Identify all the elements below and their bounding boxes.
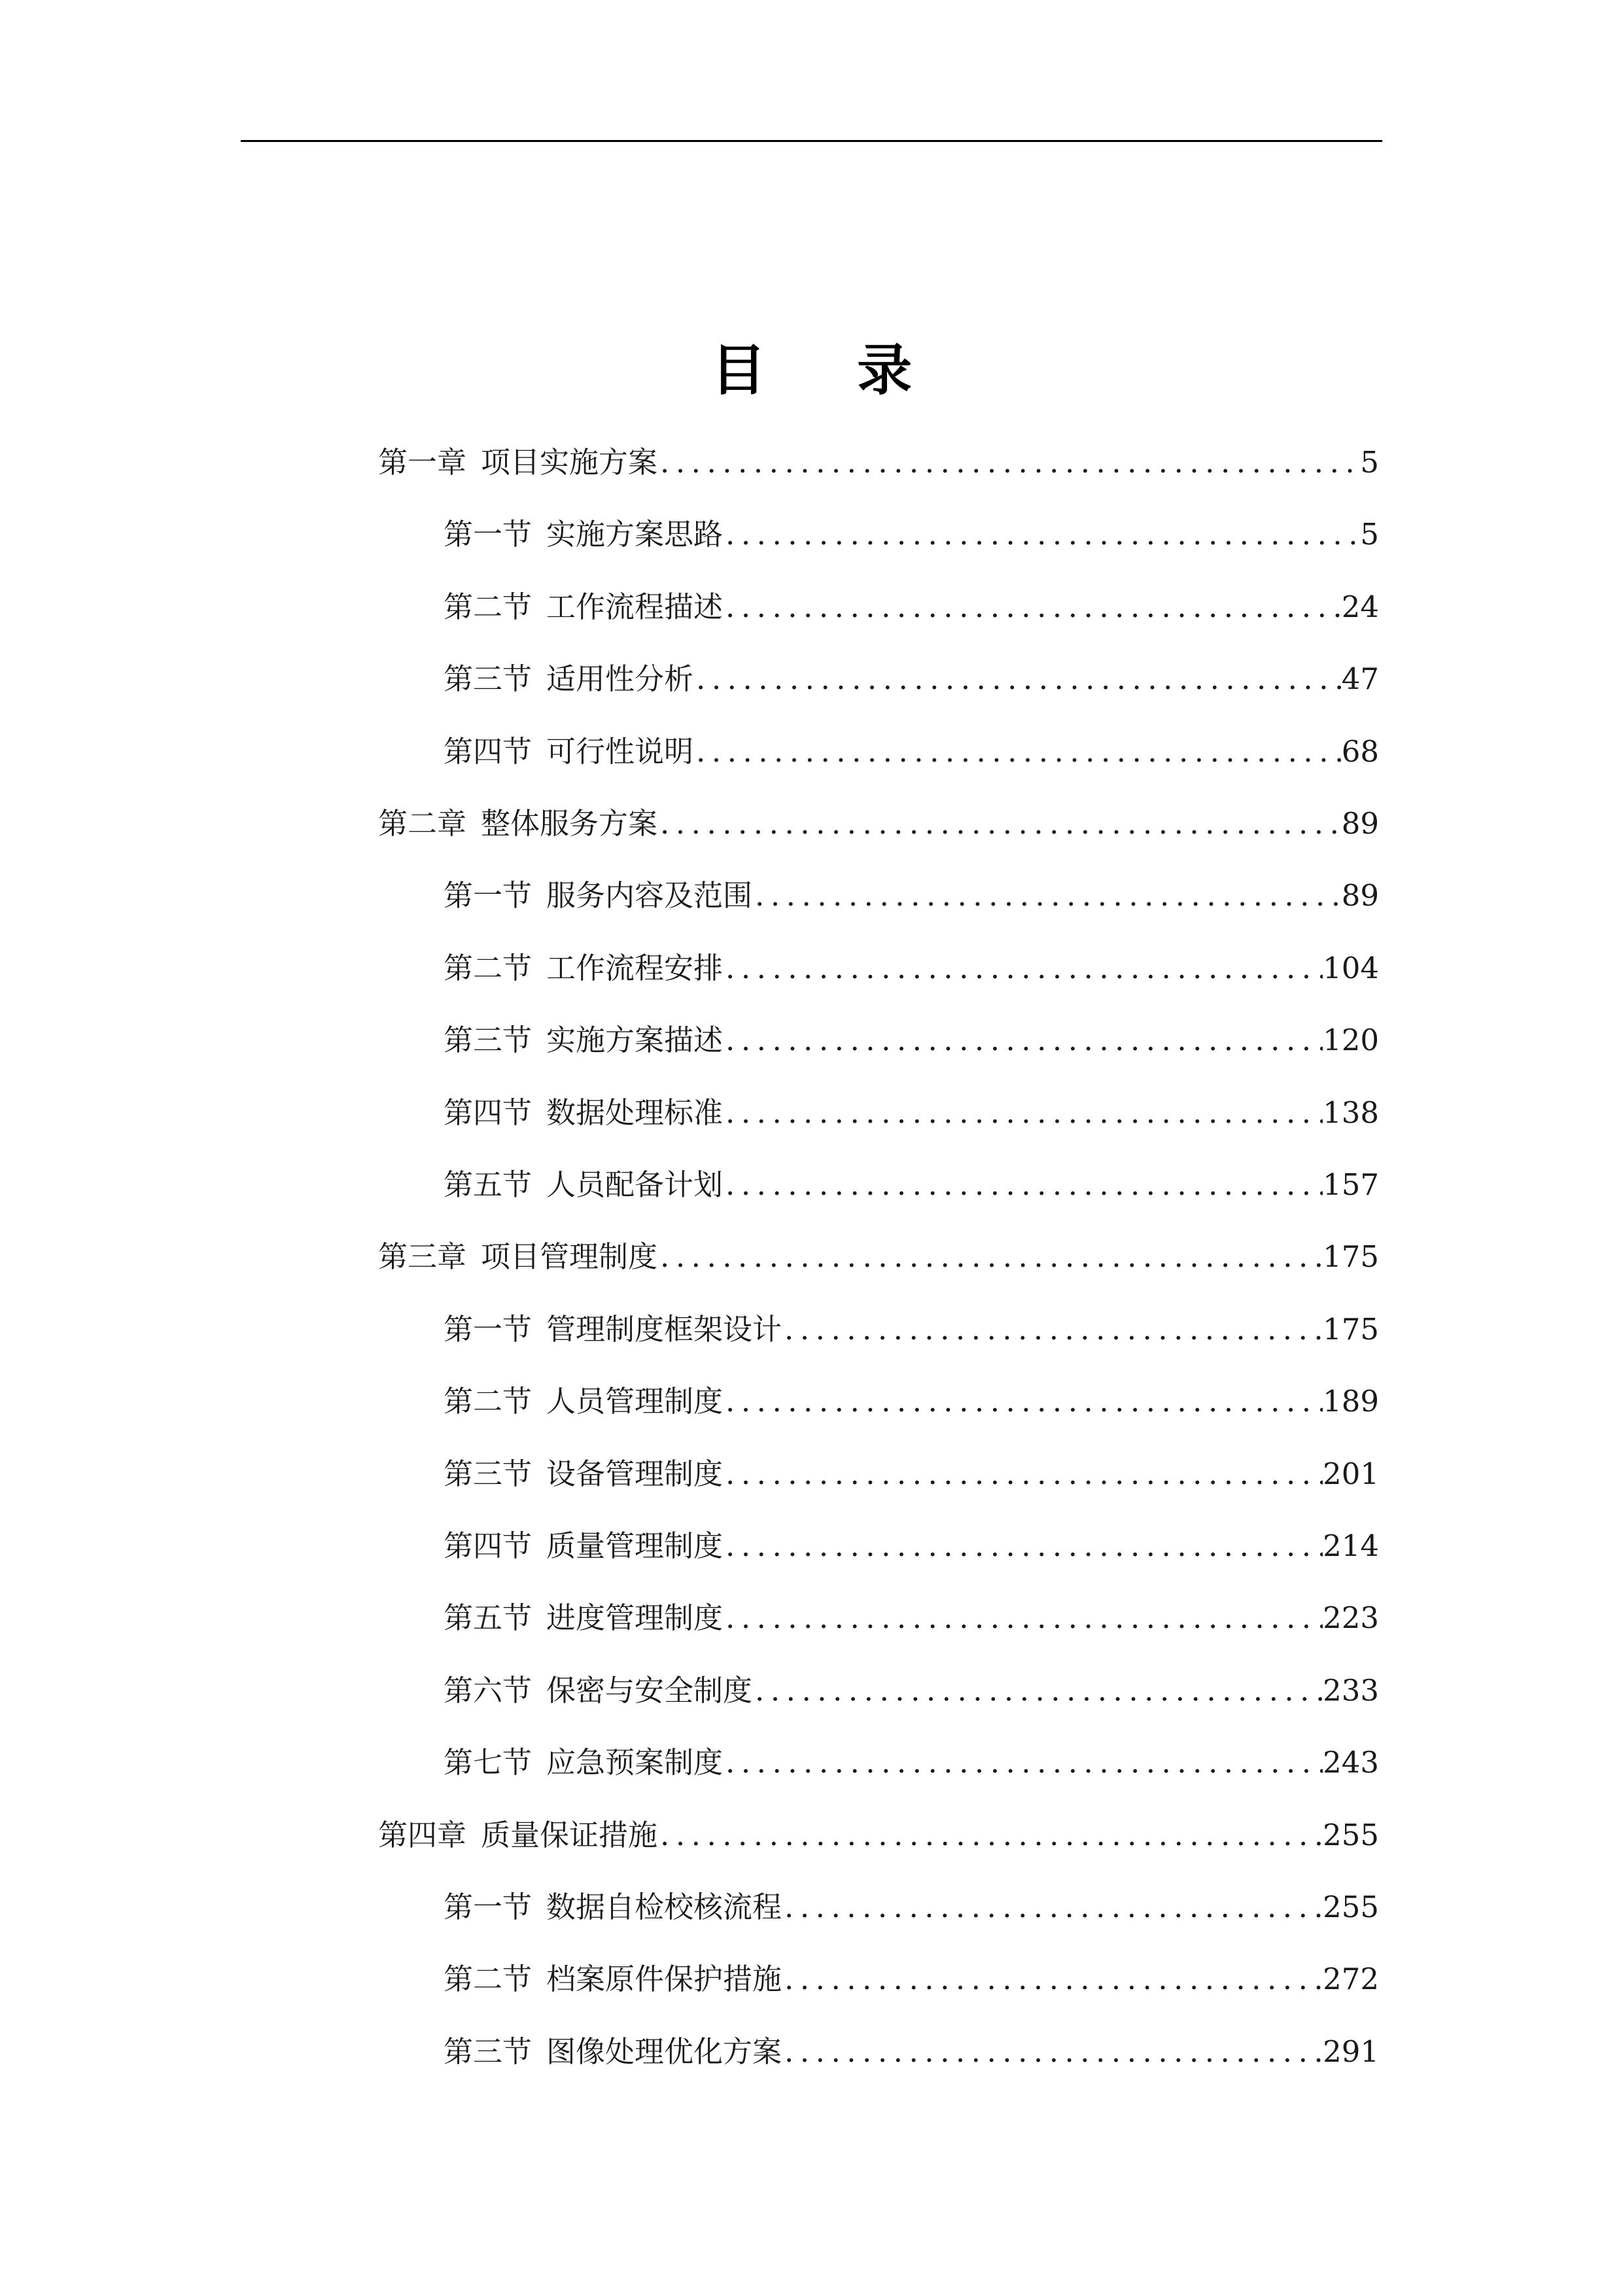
entry-number: 第二节 <box>444 590 532 624</box>
toc-title: 目 录 <box>710 338 949 403</box>
entry-title: 可行性说明 <box>546 734 694 769</box>
entry-page-number: 223 <box>1323 1600 1379 1635</box>
toc-section-entry[interactable] <box>444 1080 1379 1133</box>
dot-leader <box>723 1165 1323 1205</box>
dot-leader <box>693 660 1342 699</box>
entry-page-number: 104 <box>1323 951 1379 985</box>
entry-number: 第三节 <box>444 1457 532 1491</box>
dot-leader <box>782 1888 1323 1927</box>
toc-section-entry[interactable] <box>444 1658 1379 1710</box>
entry-number: 第一节 <box>444 1312 532 1347</box>
entry-title: 进度管理制度 <box>546 1600 724 1635</box>
dot-leader <box>723 588 1342 627</box>
entry-page-number: 89 <box>1341 806 1379 841</box>
dot-leader <box>723 1743 1323 1782</box>
toc-section-entry[interactable] <box>444 1875 1379 1927</box>
entry-page-number: 47 <box>1341 662 1379 696</box>
entry-page-number: 214 <box>1323 1528 1379 1563</box>
toc-section-entry[interactable] <box>444 719 1379 771</box>
entry-page-number: 272 <box>1323 1962 1379 1996</box>
entry-number: 第三节 <box>444 662 532 696</box>
entry-number: 第五节 <box>444 1167 532 1202</box>
entry-title: 人员管理制度 <box>546 1384 724 1419</box>
entry-page-number: 243 <box>1323 1745 1379 1780</box>
entry-number: 第一节 <box>444 1890 532 1924</box>
dot-leader <box>752 876 1342 915</box>
entry-number: 第一节 <box>444 517 532 552</box>
entry-number: 第六节 <box>444 1673 532 1708</box>
entry-number: 第七节 <box>444 1745 532 1780</box>
toc-chapter-entry[interactable] <box>378 430 1379 482</box>
dot-leader <box>693 732 1342 771</box>
entry-title: 服务内容及范围 <box>546 878 753 913</box>
entry-title: 图像处理优化方案 <box>546 2034 782 2069</box>
dot-leader <box>782 1960 1323 1999</box>
dot-leader <box>657 443 1360 482</box>
entry-page-number: 189 <box>1323 1384 1379 1419</box>
entry-number: 第四节 <box>444 1095 532 1130</box>
entry-page-number: 175 <box>1323 1312 1379 1347</box>
entry-page-number: 24 <box>1341 590 1379 624</box>
entry-page-number: 89 <box>1341 878 1379 913</box>
dot-leader <box>657 1816 1323 1855</box>
dot-leader <box>723 1382 1323 1421</box>
dot-leader <box>723 1021 1323 1060</box>
toc-section-entry[interactable] <box>444 1513 1379 1566</box>
entry-title: 应急预案制度 <box>546 1745 724 1780</box>
toc-section-entry[interactable] <box>444 646 1379 699</box>
toc-section-entry[interactable] <box>444 1730 1379 1782</box>
toc-chapter-entry[interactable] <box>378 1803 1379 1855</box>
dot-leader <box>723 515 1360 554</box>
entry-number: 第四节 <box>444 1528 532 1563</box>
entry-number: 第一节 <box>444 878 532 913</box>
entry-title: 质量保证措施 <box>481 1818 658 1852</box>
toc-section-entry[interactable] <box>444 1585 1379 1638</box>
toc-section-entry[interactable] <box>444 1297 1379 1349</box>
toc-section-entry[interactable] <box>444 1008 1379 1060</box>
entry-number: 第一章 <box>378 445 467 480</box>
dot-leader <box>723 1598 1323 1638</box>
entry-number: 第二节 <box>444 951 532 985</box>
dot-leader <box>782 2032 1323 2072</box>
entry-title: 设备管理制度 <box>546 1457 724 1491</box>
entry-number: 第三节 <box>444 1023 532 1057</box>
toc-section-entry[interactable] <box>444 936 1379 988</box>
dot-leader <box>723 949 1323 988</box>
entry-title: 数据自检校核流程 <box>546 1890 782 1924</box>
toc-section-entry[interactable] <box>444 2019 1379 2072</box>
entry-page-number: 255 <box>1323 1818 1379 1852</box>
entry-title: 实施方案思路 <box>546 517 724 552</box>
dot-leader <box>723 1093 1323 1133</box>
entry-page-number: 157 <box>1323 1167 1379 1202</box>
toc-section-entry[interactable] <box>444 1152 1379 1205</box>
dot-leader <box>782 1310 1323 1349</box>
entry-title: 数据处理标准 <box>546 1095 724 1130</box>
entry-page-number: 255 <box>1323 1890 1379 1924</box>
entry-number: 第三章 <box>378 1239 467 1274</box>
entry-page-number: 291 <box>1323 2034 1379 2069</box>
dot-leader <box>723 1455 1323 1494</box>
entry-number: 第二章 <box>378 806 467 841</box>
dot-leader <box>723 1527 1323 1566</box>
toc-section-entry[interactable] <box>444 1369 1379 1421</box>
entry-title: 保密与安全制度 <box>546 1673 753 1708</box>
toc-section-entry[interactable] <box>444 574 1379 627</box>
entry-page-number: 5 <box>1360 445 1379 480</box>
entry-page-number: 120 <box>1323 1023 1379 1057</box>
dot-leader <box>657 1237 1323 1277</box>
entry-page-number: 138 <box>1323 1095 1379 1130</box>
toc-section-entry[interactable] <box>444 863 1379 915</box>
entry-title: 项目管理制度 <box>481 1239 658 1274</box>
entry-number: 第五节 <box>444 1600 532 1635</box>
entry-page-number: 233 <box>1323 1673 1379 1708</box>
entry-title: 实施方案描述 <box>546 1023 724 1057</box>
toc-section-entry[interactable] <box>444 1947 1379 1999</box>
entry-title: 管理制度框架设计 <box>546 1312 782 1347</box>
toc-chapter-entry[interactable] <box>378 791 1379 843</box>
toc-section-entry[interactable] <box>444 1441 1379 1494</box>
entry-title: 档案原件保护措施 <box>546 1962 782 1996</box>
entry-title: 工作流程描述 <box>546 590 724 624</box>
entry-page-number: 5 <box>1360 517 1379 552</box>
entry-page-number: 68 <box>1341 734 1379 769</box>
entry-number: 第四章 <box>378 1818 467 1852</box>
toc-section-entry[interactable] <box>444 502 1379 554</box>
entry-number: 第二节 <box>444 1962 532 1996</box>
entry-title: 人员配备计划 <box>546 1167 724 1202</box>
entry-number: 第二节 <box>444 1384 532 1419</box>
entry-page-number: 201 <box>1323 1457 1379 1491</box>
entry-title: 整体服务方案 <box>481 806 658 841</box>
entry-title: 项目实施方案 <box>481 445 658 480</box>
toc-chapter-entry[interactable] <box>378 1224 1379 1277</box>
entry-page-number: 175 <box>1323 1239 1379 1274</box>
entry-number: 第三节 <box>444 2034 532 2069</box>
entry-title: 工作流程安排 <box>546 951 724 985</box>
entry-title: 适用性分析 <box>546 662 694 696</box>
dot-leader <box>657 804 1342 843</box>
entry-title: 质量管理制度 <box>546 1528 724 1563</box>
entry-number: 第四节 <box>444 734 532 769</box>
dot-leader <box>752 1671 1323 1710</box>
